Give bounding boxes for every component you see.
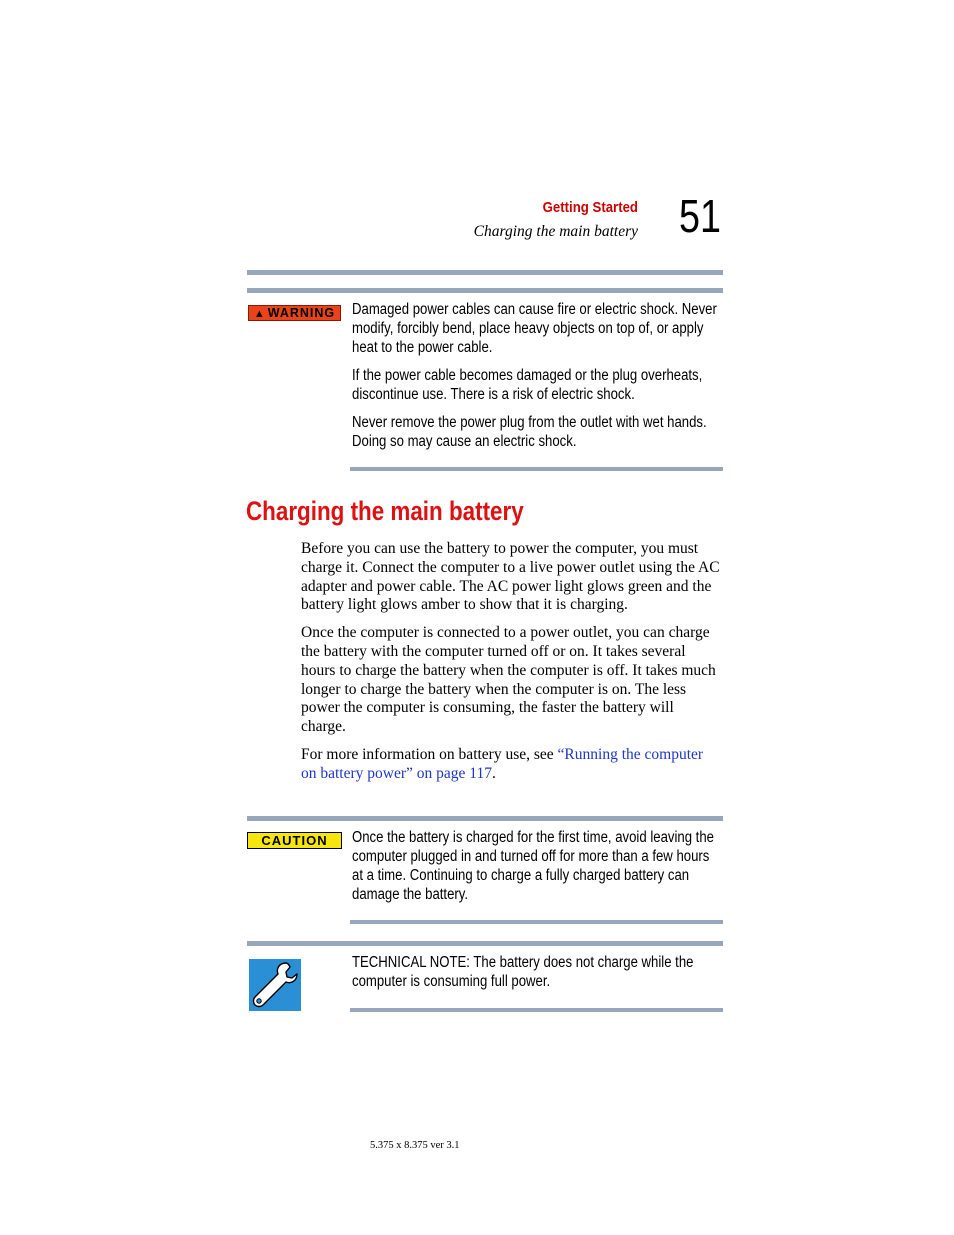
technote-top-rule bbox=[247, 941, 723, 946]
section-title: Charging the main battery bbox=[246, 496, 524, 526]
section-body bbox=[301, 540, 721, 793]
warning-triangle-icon: ▲ bbox=[253, 308, 266, 320]
body-paragraph: Once the computer is connected to a power outlet, you can charge the battery with the computer turned off or on. It takes several hours to charge the battery when the computer is off. It takes much longer to charge the battery when the computer is on. The less power the computer is consuming, the faster the battery will charge. bbox=[301, 624, 716, 736]
header-rule bbox=[247, 270, 723, 275]
technote-text bbox=[352, 953, 720, 1000]
body-paragraph: Before you can use the battery to power the computer, you must charge it. Connect the computer to a live power outlet using the AC adapter and power cable. The AC power light glows green and the battery light glows amber to show that it is charging. bbox=[301, 540, 720, 614]
page-footer: 5.375 x 8.375 ver 3.1 bbox=[370, 1140, 460, 1151]
more-info-suffix: . bbox=[491, 764, 496, 782]
cross-reference-link[interactable]: “Running the computer on battery power” on page 117 bbox=[301, 745, 704, 782]
caution-badge: CAUTION bbox=[247, 832, 342, 849]
more-info-paragraph bbox=[301, 746, 721, 784]
technote-paragraph: TECHNICAL NOTE: The battery does not charge while the computer is consuming full power. bbox=[352, 954, 694, 990]
warning-badge bbox=[248, 305, 341, 321]
warning-paragraph: Damaged power cables can cause fire or electric shock. Never modify, forcibly bend, place heavy objects on top of, or apply heat to the power cable. bbox=[352, 301, 717, 356]
running-header-section: Getting Started bbox=[542, 199, 638, 216]
warning-text bbox=[352, 300, 720, 460]
caution-top-rule bbox=[247, 816, 723, 821]
more-info-prefix: For more information on battery use, see bbox=[301, 745, 558, 763]
warning-badge-label: WARNING bbox=[267, 306, 336, 320]
caution-text bbox=[352, 828, 720, 913]
warning-paragraph: Never remove the power plug from the outlet with wet hands. Doing so may cause an electric shock. bbox=[352, 414, 707, 450]
caution-bottom-rule bbox=[350, 920, 723, 924]
warning-paragraph: If the power cable becomes damaged or the plug overheats, discontinue use. There is a risk of electric shock. bbox=[352, 367, 703, 403]
warning-bottom-rule bbox=[350, 467, 723, 471]
caution-paragraph: Once the battery is charged for the first time, avoid leaving the computer plugged in and turned off for more than a few hours at a time. Continuing to charge a fully charged battery can damage the battery. bbox=[352, 829, 714, 903]
warning-top-rule bbox=[247, 288, 723, 293]
page-number: 51 bbox=[679, 190, 721, 242]
wrench-icon bbox=[249, 959, 301, 1011]
technote-bottom-rule bbox=[350, 1008, 723, 1012]
running-header-subsection: Charging the main battery bbox=[473, 223, 638, 240]
